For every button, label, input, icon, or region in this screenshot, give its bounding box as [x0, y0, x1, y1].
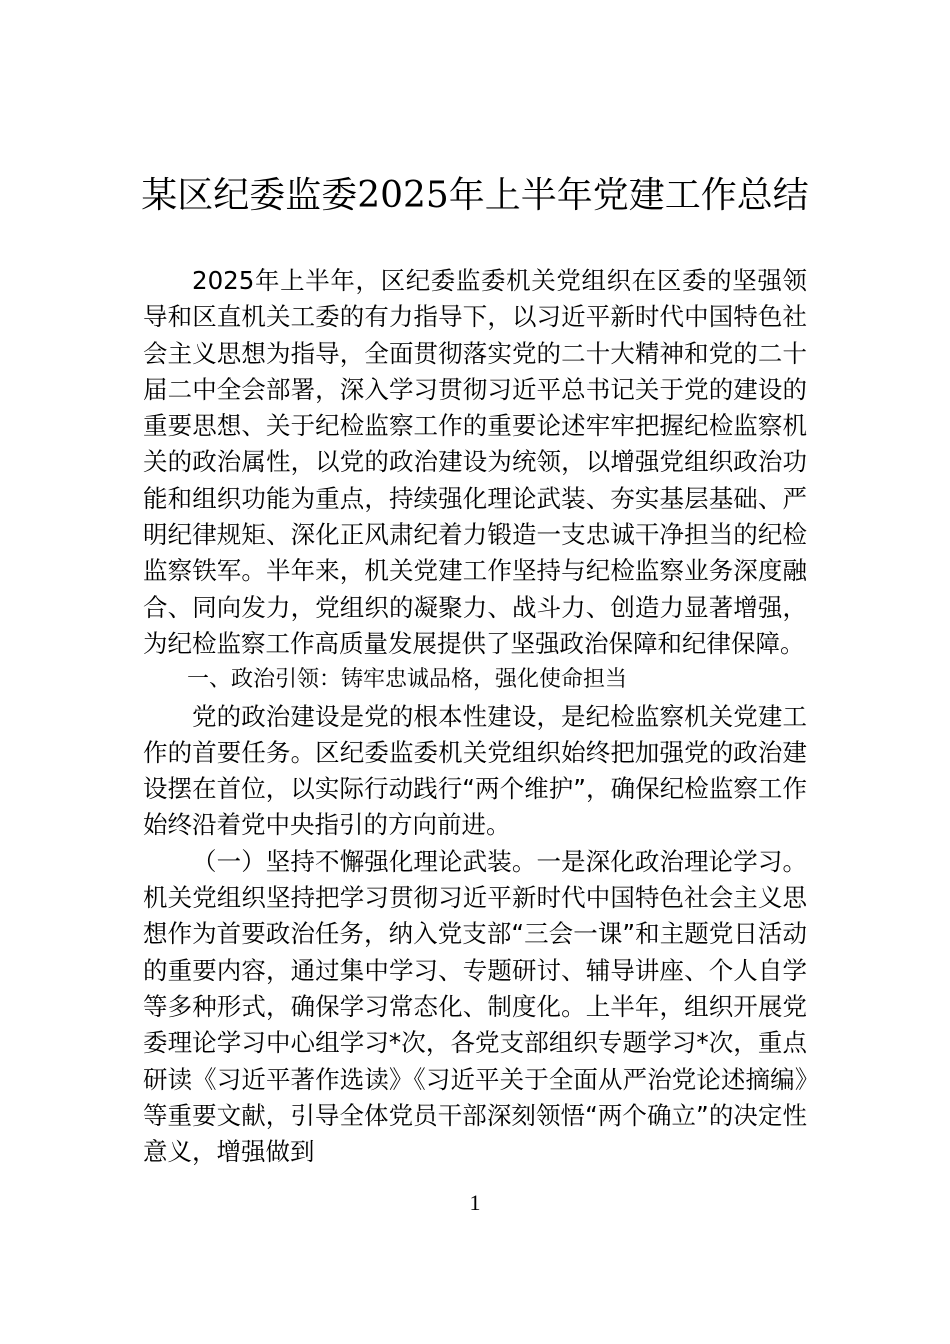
intro-paragraph: 2025年上半年，区纪委监委机关党组织在区委的坚强领导和区直机关工委的有力指导下，以习近平新时代中国特色社会主义思想为指导，全面贯彻落实党的二十大精神和党的二十届二中全会部署，深入学习贯彻习近平总书记关于党的建设的重要思想、关于纪检监察工作的重要论述牢牢把握纪检监察机关的政治属性，以党的政治建设为统领，以增强党组织政治功能和组织功能为重点，持续强化理论武装、夯实基层基础、严明纪律规矩、深化正风肃纪着力锻造一支忠诚干净担当的纪检监察铁军。半年来，机关党建工作坚持与纪检监察业务深度融合、同向发力，党组织的凝聚力、战斗力、创造力显著增强，为纪检监察工作高质量发展提供了坚强政治保障和纪律保障。	[143, 266, 807, 658]
document-body	[143, 263, 807, 1170]
section-paragraph: 党的政治建设是党的根本性建设，是纪检监察机关党建工作的首要任务。区纪委监委机关党组织始终把加强党的政治建设摆在首位，以实际行动践行“两个维护”，确保纪检监察工作始终沿着党中央指引的方向前进。	[143, 701, 807, 840]
subsection-paragraph: （一）坚持不懈强化理论武装。一是深化政治理论学习。机关党组织坚持把学习贯彻习近平新时代中国特色社会主义思想作为首要政治任务，纳入党支部“三会一课”和主题党日活动的重要内容，通过集中学习、专题研讨、辅导讲座、个人自学等多种形式，确保学习常态化、制度化。上半年，组织开展党委理论学习中心组学习*次，各党支部组织专题学习*次，重点研读《习近平著作选读》《习近平关于全面从严治党论述摘编》等重要文献，引导全体党员干部深刻领悟“两个确立”的决定性意义，增强做到	[143, 846, 807, 1167]
document-title: 某区纪委监委2025年上半年党建工作总结	[141, 175, 809, 216]
page-number: 1	[469, 1190, 481, 1215]
section-heading: 一、政治引领：铸牢忠诚品格，强化使命担当	[187, 667, 628, 693]
